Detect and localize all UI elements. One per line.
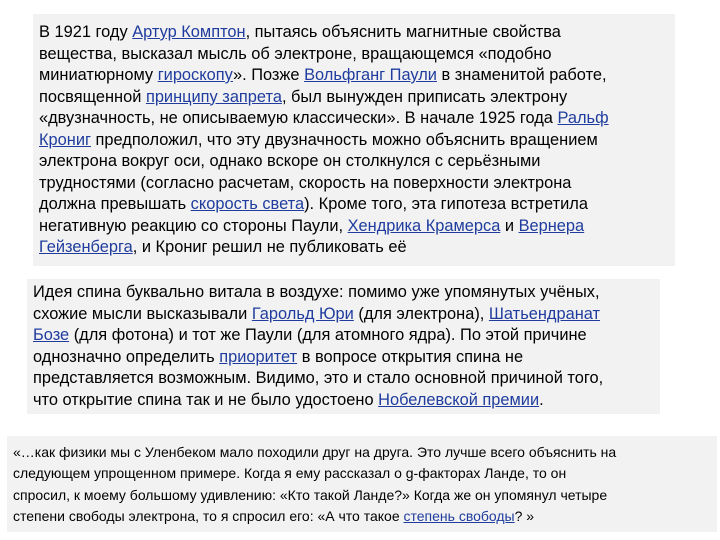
link-hendrik-kramers[interactable]: Хендрика Крамерса: [347, 216, 501, 235]
text-segment: (для электрона),: [353, 304, 489, 323]
text-line: [39, 194, 669, 216]
link-arthur-compton[interactable]: Артур Комптон: [132, 23, 246, 41]
paragraph-compton-pauli-kronig: [33, 14, 675, 266]
text-line: [13, 485, 713, 506]
text-segment: Идея спина буквально витала в воздухе: помимо уже упомянутых учёных,: [33, 283, 600, 301]
paragraph-spin-priority: [27, 279, 660, 414]
text-line: [33, 390, 654, 412]
text-segment: что открытие спина так и не было удостоено: [33, 390, 379, 409]
text-segment: ). Кроме того, эта гипотеза встретила: [304, 195, 588, 213]
link-harold-urey[interactable]: Гарольд Юри: [251, 304, 354, 323]
text-segment: трудностями (согласно расчетам, скорость на поверхности электрона: [39, 173, 572, 192]
text-segment: должна превышать: [39, 195, 191, 213]
text-line: [39, 173, 669, 195]
link-gyroscope[interactable]: гироскопу: [157, 66, 233, 84]
text-segment: следующем упрощенном примере. Когда я ему рассказал о g-факторах Ланде, то он: [13, 465, 567, 482]
text-segment: схожие мысли высказывали: [33, 304, 252, 323]
text-segment: в знаменитой работе,: [436, 66, 607, 84]
link-wolfgang-pauli[interactable]: Вольфганг Паули: [304, 66, 437, 84]
text-line: [33, 368, 654, 390]
text-line: [39, 108, 669, 130]
text-segment: вещества, высказал мысль об электроне, вращающемся «подобно: [39, 44, 552, 63]
text-line: [39, 87, 669, 109]
text-segment: (для фотона) и тот же Паули (для атомного ядра). По этой причине: [69, 326, 587, 345]
text-segment: однозначно определить: [33, 347, 220, 366]
text-segment: «двузначность, не описываемую классически». В начале 1925 года: [39, 109, 558, 127]
text-line: [33, 325, 654, 347]
text-segment: и: [500, 216, 519, 235]
text-line: [39, 151, 669, 173]
text-line: [39, 44, 669, 66]
text-segment: в вопросе открытия спина не: [297, 347, 524, 366]
quote-uhlenbeck: [7, 436, 717, 532]
text-line: [39, 216, 669, 238]
text-line: [13, 463, 713, 484]
text-line: [13, 442, 713, 463]
text-segment: ? »: [514, 508, 535, 525]
text-line: [39, 237, 669, 259]
text-line: [33, 304, 654, 326]
text-segment: В 1921 году: [39, 23, 133, 41]
link-werner-heisenberg-2[interactable]: Гейзенберга: [39, 238, 133, 256]
link-exclusion-principle[interactable]: принципу запрета: [145, 87, 282, 106]
link-satyendra-nath-bose[interactable]: Шатьендранат: [488, 304, 601, 323]
text-segment: «…как физики мы с Уленбеком мало походили друг на друга. Это лучше всего объяснить на: [13, 444, 617, 460]
link-ralph-kronig-2[interactable]: Крониг: [39, 130, 91, 149]
text-segment: негативную реакцию со стороны Паули,: [39, 216, 348, 235]
link-degree-of-freedom[interactable]: степень свободы: [403, 508, 515, 525]
text-segment: спросил, к моему большому удивлению: «Кто такой Ланде?» Когда же он упомянул четыре: [13, 486, 608, 503]
text-segment: , был вынужден приписать электрону: [281, 87, 568, 106]
text-segment: , пытаясь объяснить магнитные свойства: [245, 23, 561, 41]
text-segment: , и Крониг решил не публиковать её: [132, 238, 407, 256]
link-nobel-prize[interactable]: Нобелевской премии: [378, 390, 540, 409]
link-ralph-kronig[interactable]: Ральф: [557, 109, 609, 127]
text-segment: посвященной: [39, 87, 146, 106]
text-segment: ». Позже: [232, 66, 305, 84]
link-speed-of-light[interactable]: скорость света: [190, 195, 305, 213]
text-line: [39, 22, 669, 44]
text-line: [39, 130, 669, 152]
text-segment: миниатюрному: [39, 66, 158, 84]
text-line: [33, 347, 654, 369]
text-line: [13, 506, 713, 527]
text-line: [39, 65, 669, 87]
text-segment: электрона вокруг оси, однако вскоре он столкнулся с серьёзными: [39, 152, 541, 170]
text-segment: представляется возможным. Видимо, это и стало основной причиной того,: [33, 369, 604, 388]
text-segment: .: [539, 390, 544, 409]
text-segment: предположил, что эту двузначность можно объяснить вращением: [90, 130, 598, 149]
text-line: [33, 282, 654, 304]
text-segment: степени свободы электрона, то я спросил его: «А что такое: [13, 508, 404, 525]
link-satyendra-nath-bose-2[interactable]: Бозе: [33, 326, 70, 345]
link-werner-heisenberg[interactable]: Вернера: [518, 216, 585, 235]
link-priority[interactable]: приоритет: [219, 347, 298, 366]
